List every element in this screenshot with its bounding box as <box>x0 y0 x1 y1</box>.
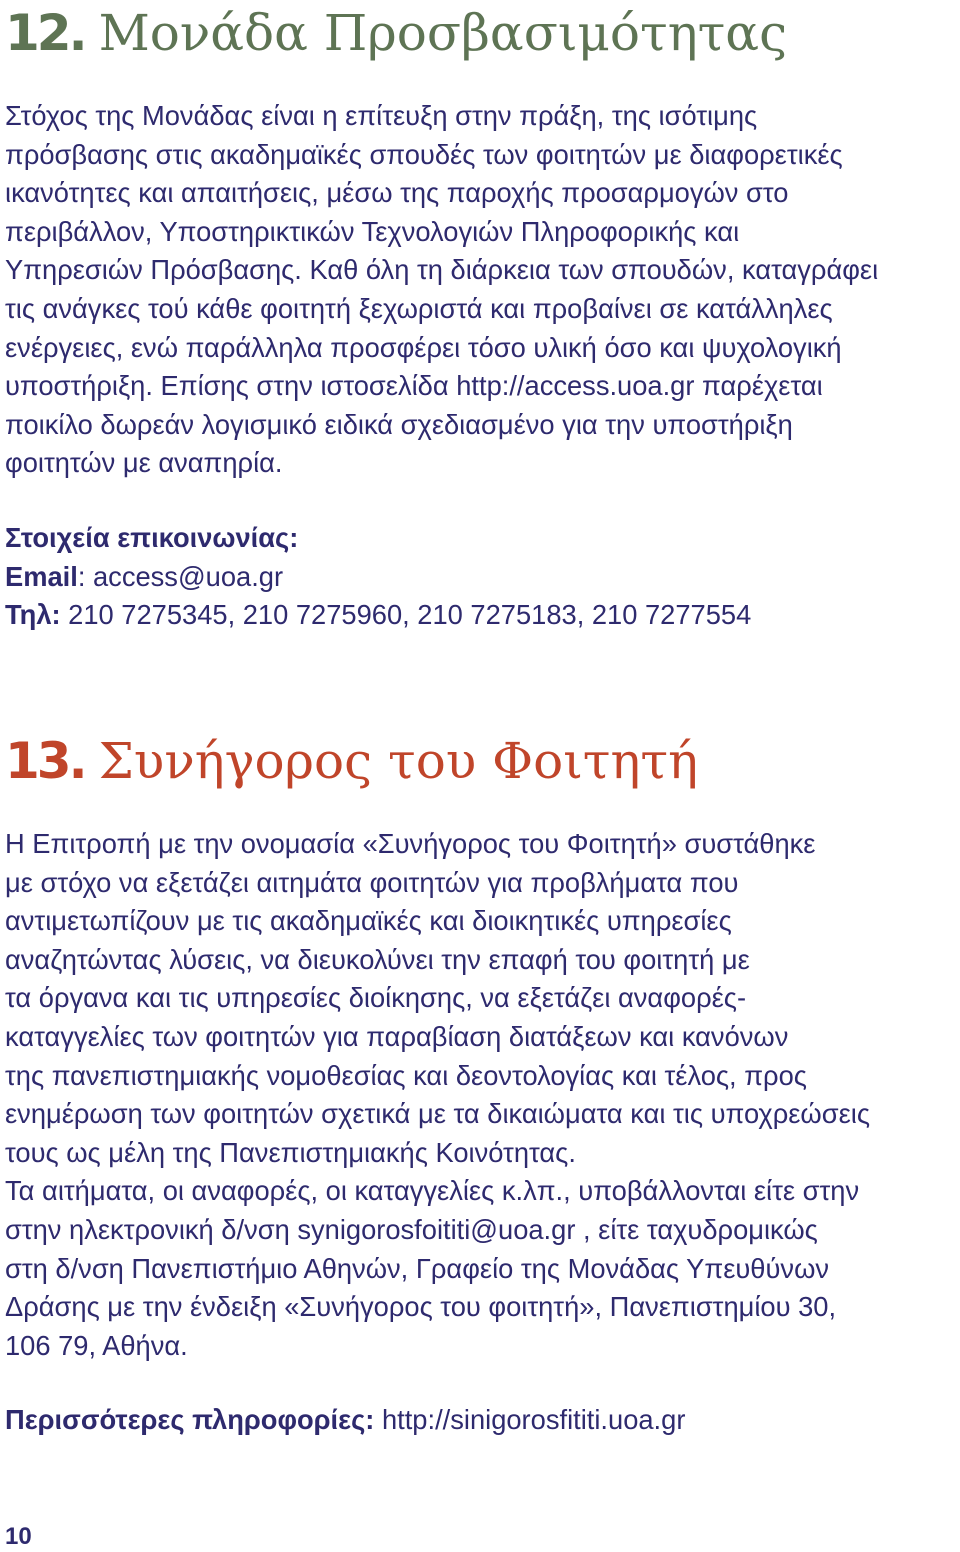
paragraph-line: καταγγελίες των φοιτητών για παραβίαση διατάξεων και κανόνων <box>5 1020 789 1052</box>
paragraph-line: Υπηρεσιών Πρόσβασης. Καθ όλη τη διάρκεια των σπουδών, καταγράφει <box>5 254 879 286</box>
paragraph-line: στη δ/νση Πανεπιστήμιο Αθηνών, Γραφείο της Μονάδας Υπευθύνων <box>5 1252 830 1284</box>
contact-block <box>5 519 960 635</box>
email-line <box>5 558 960 597</box>
paragraph-line: τους ως μέλη της Πανεπιστημιακής Κοινότητας. <box>5 1136 576 1168</box>
paragraph-line: αναζητώντας λύσεις, να διευκολύνει την επαφή του φοιτητή με <box>5 943 750 975</box>
paragraph-line: στην ηλεκτρονική δ/νση synigorosfoititi@uoa.gr , είτε ταχυδρομικώς <box>5 1213 818 1245</box>
paragraph-line: αντιμετωπίζουν με τις ακαδημαϊκές και διοικητικές υπηρεσίες <box>5 905 732 937</box>
paragraph-line: ποικίλο δωρεάν λογισμικό ειδικά σχεδιασμένο για την υποστήριξη <box>5 408 793 440</box>
section-12-title-text: Μονάδα Προσβασιμότητας <box>98 4 788 62</box>
section-12-title <box>5 2 787 64</box>
page-number: 10 <box>5 1523 32 1550</box>
paragraph-line: Στόχος της Μονάδας είναι η επίτευξη στην πράξη, της ισότιμης <box>5 100 758 131</box>
more-info-link[interactable]: http://sinigorosfititi.uoa.gr <box>374 1404 686 1435</box>
email-value[interactable]: : access@uoa.gr <box>77 560 284 592</box>
phone-value: 210 7275345, 210 7275960, 210 7275183, 210 7277554 <box>60 599 752 631</box>
contact-heading: Στοιχεία επικοινωνίας: <box>5 522 299 553</box>
section-12-number: 12. <box>5 4 85 62</box>
section-13-number: 13. <box>5 732 85 790</box>
paragraph-line: τα όργανα και τις υπηρεσίες διοίκησης, να εξετάζει αναφορές- <box>5 982 747 1014</box>
paragraph-line: περιβάλλον, Υποστηρικτικών Τεχνολογιών Πληροφορικής και <box>5 215 740 247</box>
more-info-line <box>5 1401 960 1440</box>
phone-line <box>5 596 960 635</box>
paragraph-line: Η Επιτροπή με την ονομασία «Συνήγορος του Φοιτητή» συστάθηκε <box>5 828 816 859</box>
email-label: Email <box>5 560 78 592</box>
paragraph-line: Τα αιτήματα, οι αναφορές, οι καταγγελίες κ.λπ., υποβάλλονται είτε στην <box>5 1175 860 1207</box>
paragraph-line: πρόσβασης στις ακαδημαϊκές σπουδές των φοιτητών με διαφορετικές <box>5 138 843 170</box>
paragraph-line: φοιτητών με αναπηρία. <box>5 447 283 479</box>
paragraph-line: ενέργειες, ενώ παράλληλα προσφέρει τόσο υλική όσο και ψυχολογική <box>5 331 842 363</box>
section-12-paragraph <box>5 97 960 483</box>
section-13-title-text: Συνήγορος του Φοιτητή <box>98 732 699 790</box>
paragraph-line: της πανεπιστημιακής νομοθεσίας και δεοντολογίας και τέλος, προς <box>5 1059 807 1091</box>
more-info-label: Περισσότερες πληροφορίες: <box>5 1404 375 1435</box>
paragraph-line: με στόχο να εξετάζει αιτημάτα φοιτητών για προβλήματα που <box>5 866 739 898</box>
section-13-paragraph <box>5 825 960 1365</box>
paragraph-line: τις ανάγκες τού κάθε φοιτητή ξεχωριστά και προβαίνει σε κατάλληλες <box>5 292 833 324</box>
section-13-title <box>5 730 698 792</box>
paragraph-line: Δράσης με την ένδειξη «Συνήγορος του φοιτητή», Πανεπιστημίου 30, <box>5 1291 837 1323</box>
paragraph-line: υποστήριξη. Επίσης στην ιστοσελίδα http://access.uoa.gr παρέχεται <box>5 370 823 402</box>
paragraph-line: 106 79, Αθήνα. <box>5 1329 188 1361</box>
paragraph-line: ενημέρωση των φοιτητών σχετικά με τα δικαιώματα και τις υποχρεώσεις <box>5 1098 870 1130</box>
paragraph-line: ικανότητες και απαιτήσεις, μέσω της παροχής προσαρμογών στο <box>5 177 789 209</box>
document-page <box>5 0 960 1550</box>
phone-label: Τηλ: <box>5 599 61 631</box>
